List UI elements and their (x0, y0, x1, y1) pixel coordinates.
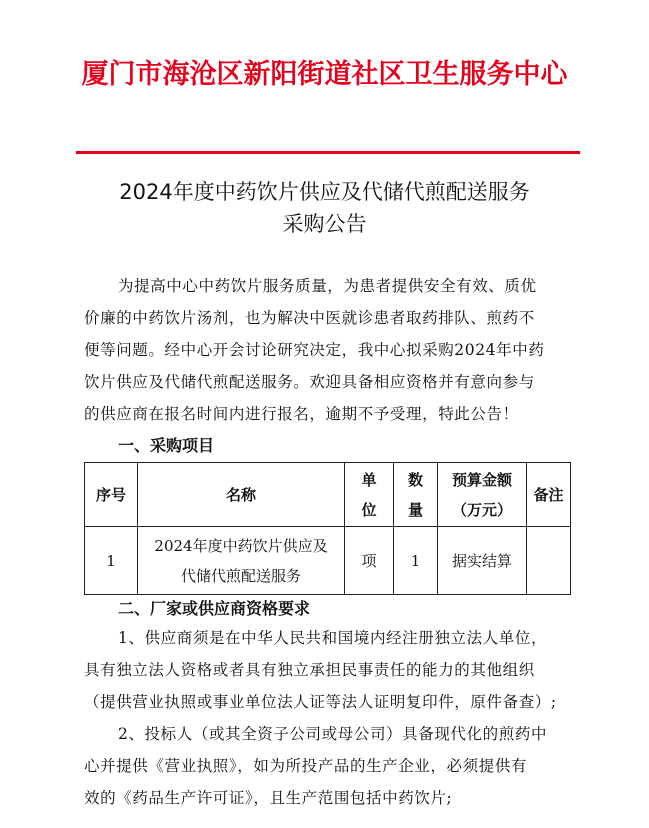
qualification-line: 1、供应商须是在中华人民共和国境内经注册独立法人单位， (118, 629, 548, 647)
header-qty-line-1: 数 (407, 470, 423, 489)
header-budget-line-1: 预算金额 (451, 470, 512, 489)
document-title (0, 176, 649, 240)
red-divider-line (76, 151, 580, 154)
section-heading-procurement-items: 一、采购项目 (118, 436, 215, 455)
qualification-item-2 (84, 718, 574, 814)
intro-line: 便等问题。经中心开会讨论研究决定，我中心拟采购2024年中药 (84, 341, 545, 359)
qualification-line: 具有独立法人资格或者具有独立承担民事责任的能力的其他组织 (84, 661, 535, 679)
organization-header: 厦门市海沧区新阳街道社区卫生服务中心 (81, 59, 568, 90)
header-unit-line-2: 位 (361, 500, 377, 519)
table-row (85, 527, 571, 595)
header-seq: 序号 (85, 463, 138, 527)
intro-line: 为提高中心中药饮片服务质量，为患者提供安全有效、质优 (118, 277, 537, 295)
qualification-item-1 (84, 622, 574, 718)
qualification-line: 心并提供《营业执照》，如为所投产品的生产企业，必须提供有 (84, 757, 528, 775)
cell-budget: 据实结算 (438, 527, 527, 595)
header-name: 名称 (138, 463, 345, 527)
header-qty-line-2: 量 (407, 500, 423, 519)
cell-seq: 1 (85, 527, 138, 595)
section-heading-qualification: 二、厂家或供应商资格要求 (118, 599, 311, 618)
cell-remark (527, 527, 571, 595)
intro-line: 的供应商在报名时间内进行报名，逾期不予受理，特此公告！ (84, 405, 519, 423)
cell-name-line-1: 2024年度中药饮片供应及 (154, 536, 328, 555)
qualification-line: 效的《药品生产许可证》，且生产范围包括中药饮片; (84, 789, 453, 807)
qualification-line: （提供营业执照或事业单位法人证等法人证明复印件，原件备查）; (84, 693, 557, 711)
table-header-row (85, 463, 571, 527)
cell-name-line-2: 代储代煎配送服务 (180, 566, 301, 585)
intro-paragraph (84, 270, 574, 430)
document-title-line-2: 采购公告 (282, 212, 367, 236)
procurement-table (84, 462, 571, 595)
cell-qty: 1 (394, 527, 438, 595)
cell-unit: 项 (345, 527, 394, 595)
header-budget (438, 463, 527, 527)
header-unit (345, 463, 394, 527)
header-qty (394, 463, 438, 527)
document-title-line-1: 2024年度中药饮片供应及代储代煎配送服务 (119, 180, 530, 204)
header-remark: 备注 (527, 463, 571, 527)
header-unit-line-1: 单 (361, 470, 377, 489)
cell-name (138, 527, 345, 595)
header-budget-line-2: （万元） (451, 500, 512, 519)
intro-line: 价廉的中药饮片汤剂，也为解决中医就诊患者取药排队、煎药不 (84, 309, 535, 327)
intro-line: 饮片供应及代储代煎配送服务。欢迎具备相应资格并有意向参与 (84, 373, 535, 391)
qualification-line: 2、投标人（或其全资子公司或母公司）具备现代化的煎药中 (118, 725, 548, 743)
